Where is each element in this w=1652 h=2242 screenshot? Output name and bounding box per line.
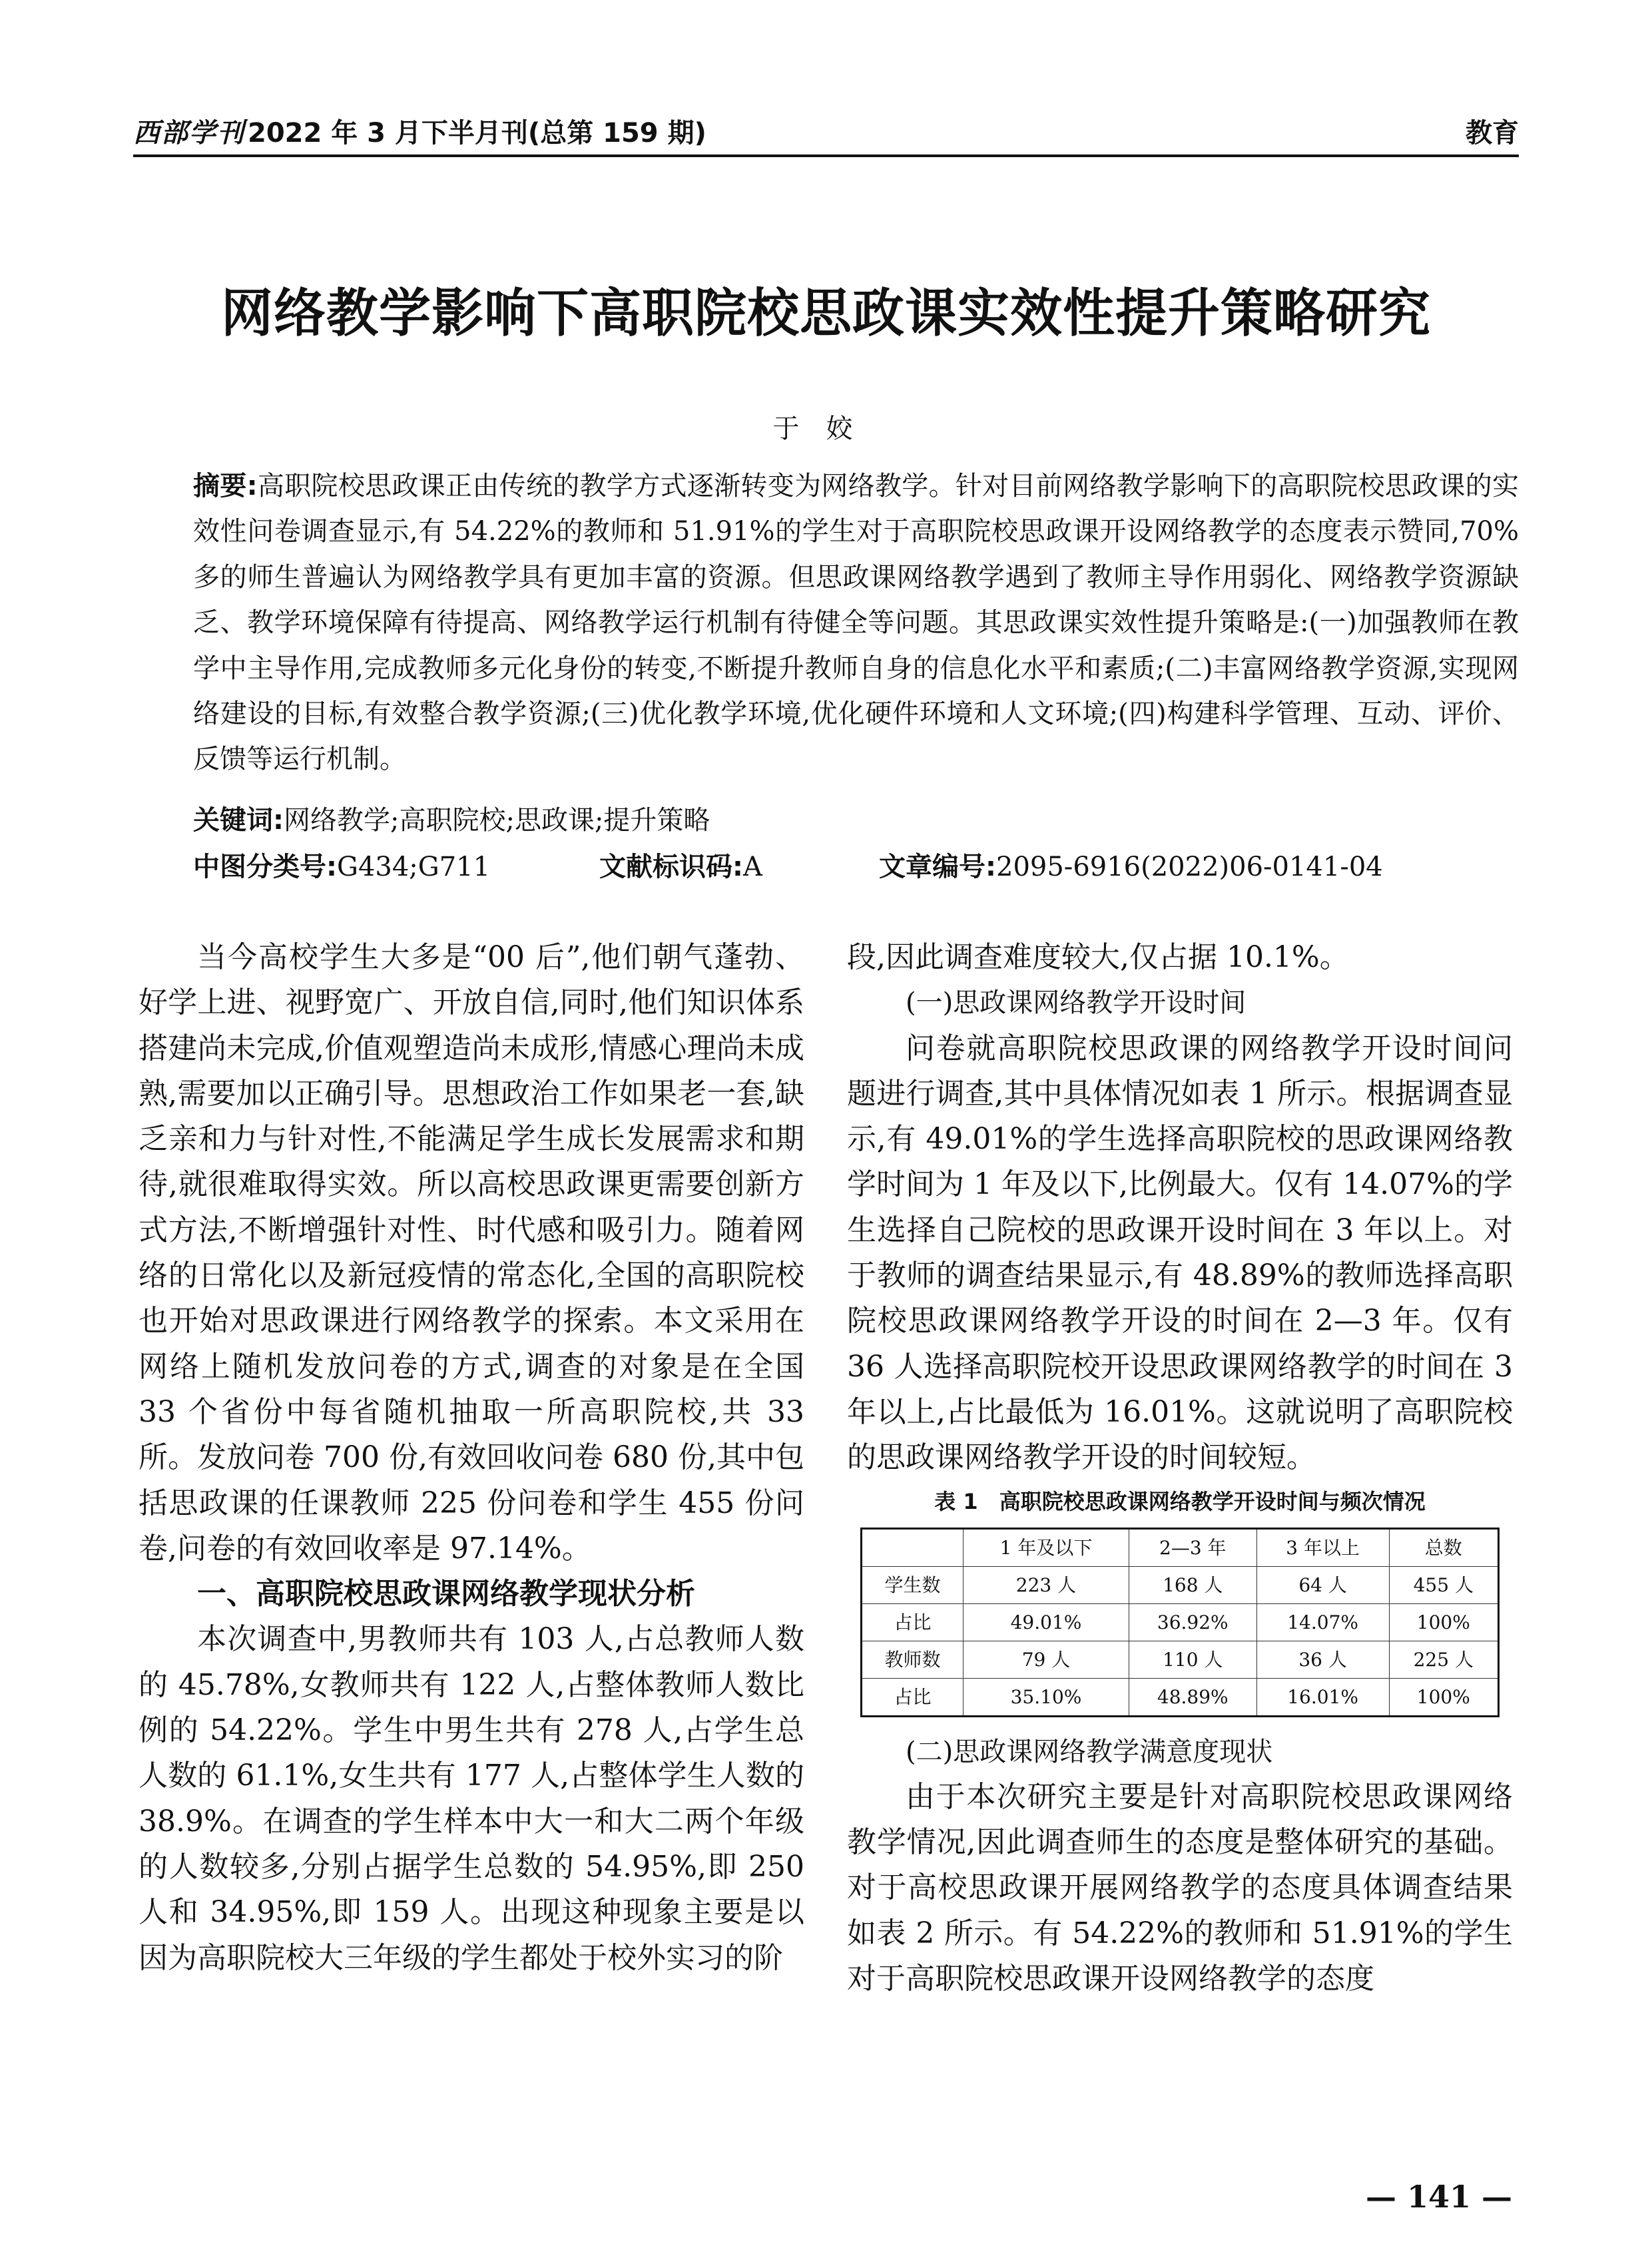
table-cell: 48.89%	[1129, 1678, 1256, 1716]
doc-code-field	[599, 846, 762, 884]
body-paragraph: 当今高校学生大多是“00 后”,他们朝气蓬勃、好学上进、视野宽广、开放自信,同时,他们知识体系搭建尚未完成,价值观塑造尚未成形,情感心理尚未成熟,需要加以正确引导。思想政治工作如果老一套,缺乏亲和力与针对性,不能满足学生成长发展需求和期待,就很难取得实效。所以高校思政课更需要创新方式方法,不断增强针对性、时代感和吸引力。随着网络的日常化以及新冠疫情的常态化,全国的高职院校也开始对思政课进行网络教学的探索。本文采用在网络上随机发放问卷的方式,调查的对象是在全国 33 个省份中每省随机抽取一所高职院校,共 33 所。发放问卷 700 份,有效回收问卷 680 份,其中包括思政课的任课教师 225 份问卷和学生 455 份问卷,问卷的有效回收率是 97.14%。	[138, 940, 804, 1565]
page-number: — 141 —	[1365, 2179, 1512, 2215]
section-heading: 一、高职院校思政课网络教学现状分析	[197, 1577, 695, 1611]
table-row	[862, 1678, 1499, 1716]
table-cell: 16.01%	[1256, 1678, 1389, 1716]
article-no-label: 文章编号:	[879, 852, 996, 882]
article-author: 于姣	[772, 414, 880, 444]
table-1	[860, 1528, 1500, 1717]
body-paragraph: 由于本次研究主要是针对高职院校思政课网络教学情况,因此调查师生的态度是整体研究的基础。对于高校思政课开展网络教学的态度具体调查结果如表 2 所示。有 54.22%的教师和 51.91%的学生对于高职院校思政课开设网络教学的态度	[847, 1779, 1513, 1996]
table-row	[862, 1603, 1499, 1641]
table-caption: 表 1 高职院校思政课网络教学开设时间与频次情况	[934, 1488, 1426, 1514]
table-cell: 110 人	[1129, 1641, 1256, 1678]
running-header	[133, 112, 1519, 158]
clc-field	[193, 846, 490, 884]
table-cell: 455 人	[1389, 1566, 1498, 1603]
clc-value: G434;G711	[337, 852, 491, 882]
table-cell: 223 人	[964, 1566, 1129, 1603]
table-cell: 36 人	[1256, 1641, 1389, 1678]
header-rule	[133, 154, 1519, 157]
table-cell: 36.92%	[1129, 1603, 1256, 1641]
table-cell: 100%	[1389, 1603, 1498, 1641]
table-header-cell: 2—3 年	[1129, 1528, 1256, 1566]
table-cell: 64 人	[1256, 1566, 1389, 1603]
subsection-heading: (一)思政课网络教学开设时间	[906, 987, 1246, 1019]
doc-code-label: 文献标识码:	[599, 852, 743, 882]
body-paragraph: 段,因此调查难度较大,仅占据 10.1%。	[847, 940, 1349, 974]
table-cell: 168 人	[1129, 1566, 1256, 1603]
table-cell: 14.07%	[1256, 1603, 1389, 1641]
table-header-cell: 1 年及以下	[964, 1528, 1129, 1566]
clc-label: 中图分类号:	[193, 852, 337, 882]
article-meta	[193, 846, 1519, 886]
table-cell: 79 人	[964, 1641, 1129, 1678]
table-header-cell: 总数	[1389, 1528, 1498, 1566]
table-row	[862, 1641, 1499, 1678]
table-cell: 100%	[1389, 1678, 1498, 1716]
body-paragraph: 本次调查中,男教师共有 103 人,占总教师人数的 45.78%,女教师共有 122 人,占整体教师人数比例的 54.22%。学生中男生共有 278 人,占学生总人数的 61.1%,女生共有 177 人,占整体学生人数的 38.9%。在调查的学生样本中大一和大二两个年级的人数较多,分别占据学生总数的 54.95%,即 250 人和 34.95%,即 159 人。出现这种现象主要是以因为高职院校大三年级的学生都处于校外实习的阶	[138, 1622, 804, 1975]
table-cell: 49.01%	[964, 1603, 1129, 1641]
keywords	[193, 799, 710, 837]
table-row	[862, 1566, 1499, 1603]
table-header-cell: 3 年以上	[1256, 1528, 1389, 1566]
doc-code-value: A	[743, 852, 762, 882]
table-header-cell	[862, 1528, 964, 1566]
table-cell: 占比	[862, 1678, 964, 1716]
table-cell: 225 人	[1389, 1641, 1498, 1678]
article-no-value: 2095-6916(2022)06-0141-04	[996, 852, 1383, 882]
section-name: 教育	[1466, 118, 1519, 148]
article-no-field	[879, 846, 1383, 884]
abstract-label: 摘要:	[193, 471, 258, 501]
article-title: 网络教学影响下高职院校思政课实效性提升策略研究	[220, 284, 1431, 344]
table-cell: 教师数	[862, 1641, 964, 1678]
table-cell: 35.10%	[964, 1678, 1129, 1716]
abstract-text: 高职院校思政课正由传统的教学方式逐渐转变为网络教学。针对目前网络教学影响下的高职院校思政课的实效性问卷调查显示,有 54.22%的教师和 51.91%的学生对于高职院校思政课开设网络教学的态度表示赞同,70%多的师生普遍认为网络教学具有更加丰富的资源。但思政课网络教学遇到了教师主导作用弱化、网络教学资源缺乏、教学环境保障有待提高、网络教学运行机制有待健全等问题。其思政课实效性提升策略是:(一)加强教师在教学中主导作用,完成教师多元化身份的转变,不断提升教师自身的信息化水平和素质;(二)丰富网络教学资源,实现网络建设的目标,有效整合教学资源;(三)优化教学环境,优化硬件环境和人文环境;(四)构建科学管理、互动、评价、反馈等运行机制。	[193, 471, 1519, 775]
table-cell: 学生数	[862, 1566, 964, 1603]
right-column	[847, 935, 1513, 2002]
keywords-text: 网络教学;高职院校;思政课;提升策略	[284, 805, 710, 836]
table-header-row	[862, 1528, 1499, 1566]
subsection-heading: (二)思政课网络教学满意度现状	[906, 1736, 1273, 1767]
journal-issue-text: 2022 年 3 月下半月刊(总第 159 期)	[248, 118, 706, 148]
left-column	[138, 935, 804, 1981]
abstract	[193, 463, 1519, 782]
table-cell: 占比	[862, 1603, 964, 1641]
journal-logo: 西部学刊	[133, 117, 245, 148]
body-paragraph: 问卷就高职院校思政课的网络教学开设时间问题进行调查,其中具体情况如表 1 所示。根据调查显示,有 49.01%的学生选择高职院校的思政课网络教学时间为 1 年及以下,比例最大。仅有 14.07%的学生选择自己院校的思政课开设时间在 3 年以上。对于教师的调查结果显示,有 48.89%的教师选择高职院校思政课网络教学开设的时间在 2—3 年。仅有 36 人选择高职院校开设思政课网络教学的时间在 3 年以上,占比最低为 16.01%。这就说明了高职院校的思政课网络教学开设的时间较短。	[847, 1031, 1513, 1475]
journal-issue	[133, 112, 706, 150]
keywords-label: 关键词:	[193, 805, 284, 836]
